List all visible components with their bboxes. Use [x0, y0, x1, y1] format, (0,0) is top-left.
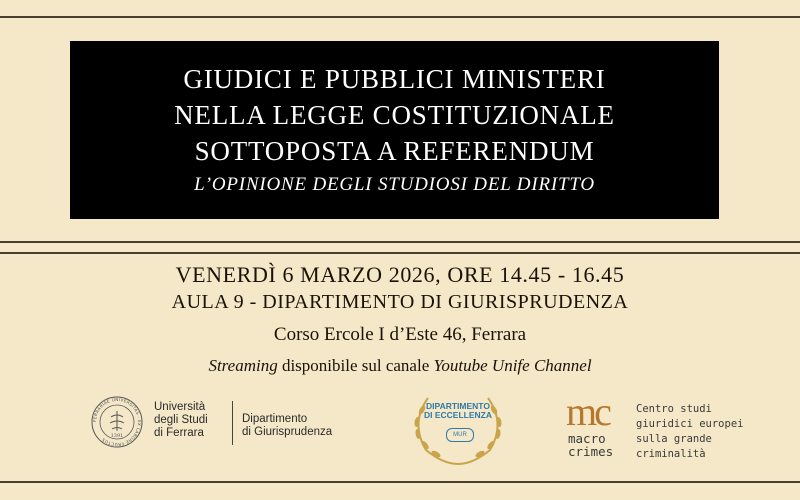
- mid-rule-lower: [0, 252, 800, 254]
- svg-text:1391: 1391: [110, 433, 124, 439]
- unife-name: Università degli Studi di Ferrara: [154, 401, 208, 439]
- streaming-emphasis: Streaming: [208, 356, 278, 375]
- title-line-3: SOTTOPOSTA A REFERENDUM: [194, 136, 595, 166]
- unife-seal-icon: [90, 395, 144, 449]
- subtitle: L’OPINIONE DEGLI STUDIOSI DEL DIRITTO: [194, 174, 595, 195]
- streaming-text: disponibile sul canale: [277, 356, 434, 375]
- event-address: Corso Ercole I d’Este 46, Ferrara: [273, 324, 527, 345]
- event-date-time: VENERDÌ 6 MARZO 2026, ORE 14.45 - 16.45: [175, 262, 625, 287]
- streaming-channel[interactable]: Youtube Unife Channel: [433, 356, 592, 375]
- mur-badge: MUR: [446, 428, 474, 442]
- bottom-rule: [0, 481, 800, 483]
- excellence-label: DIPARTIMENTO DI ECCELLENZA: [424, 401, 492, 420]
- streaming-info: [0, 356, 800, 376]
- macrocrimes-wordmark: macro crimes: [568, 431, 614, 459]
- title-box: [70, 41, 719, 219]
- title-line-2: NELLA LEGGE COSTITUZIONALE: [174, 100, 615, 130]
- mc-monogram: mc: [566, 389, 609, 434]
- unife-logo: [90, 395, 360, 455]
- svg-text:FERRARIAE UNIVERSITAS · EX LAB: FERRARIAE UNIVERSITAS · EX LABORE FRUCTUS: [91, 396, 143, 448]
- event-venue: AULA 9 - DIPARTIMENTO DI GIURISPRUDENZA: [171, 291, 629, 313]
- department-name: Dipartimento di Giurisprudenza: [242, 413, 333, 438]
- macrocrimes-logo: [566, 389, 746, 466]
- macrocrimes-description: Centro studi giuridici europei sulla grande criminalità: [636, 403, 744, 460]
- title-line-1: GIUDICI E PUBBLICI MINISTERI: [183, 64, 606, 94]
- unife-separator: [232, 401, 233, 445]
- mid-rule-upper: [0, 241, 800, 243]
- excellence-logo: [398, 388, 518, 468]
- top-rule: [0, 16, 800, 18]
